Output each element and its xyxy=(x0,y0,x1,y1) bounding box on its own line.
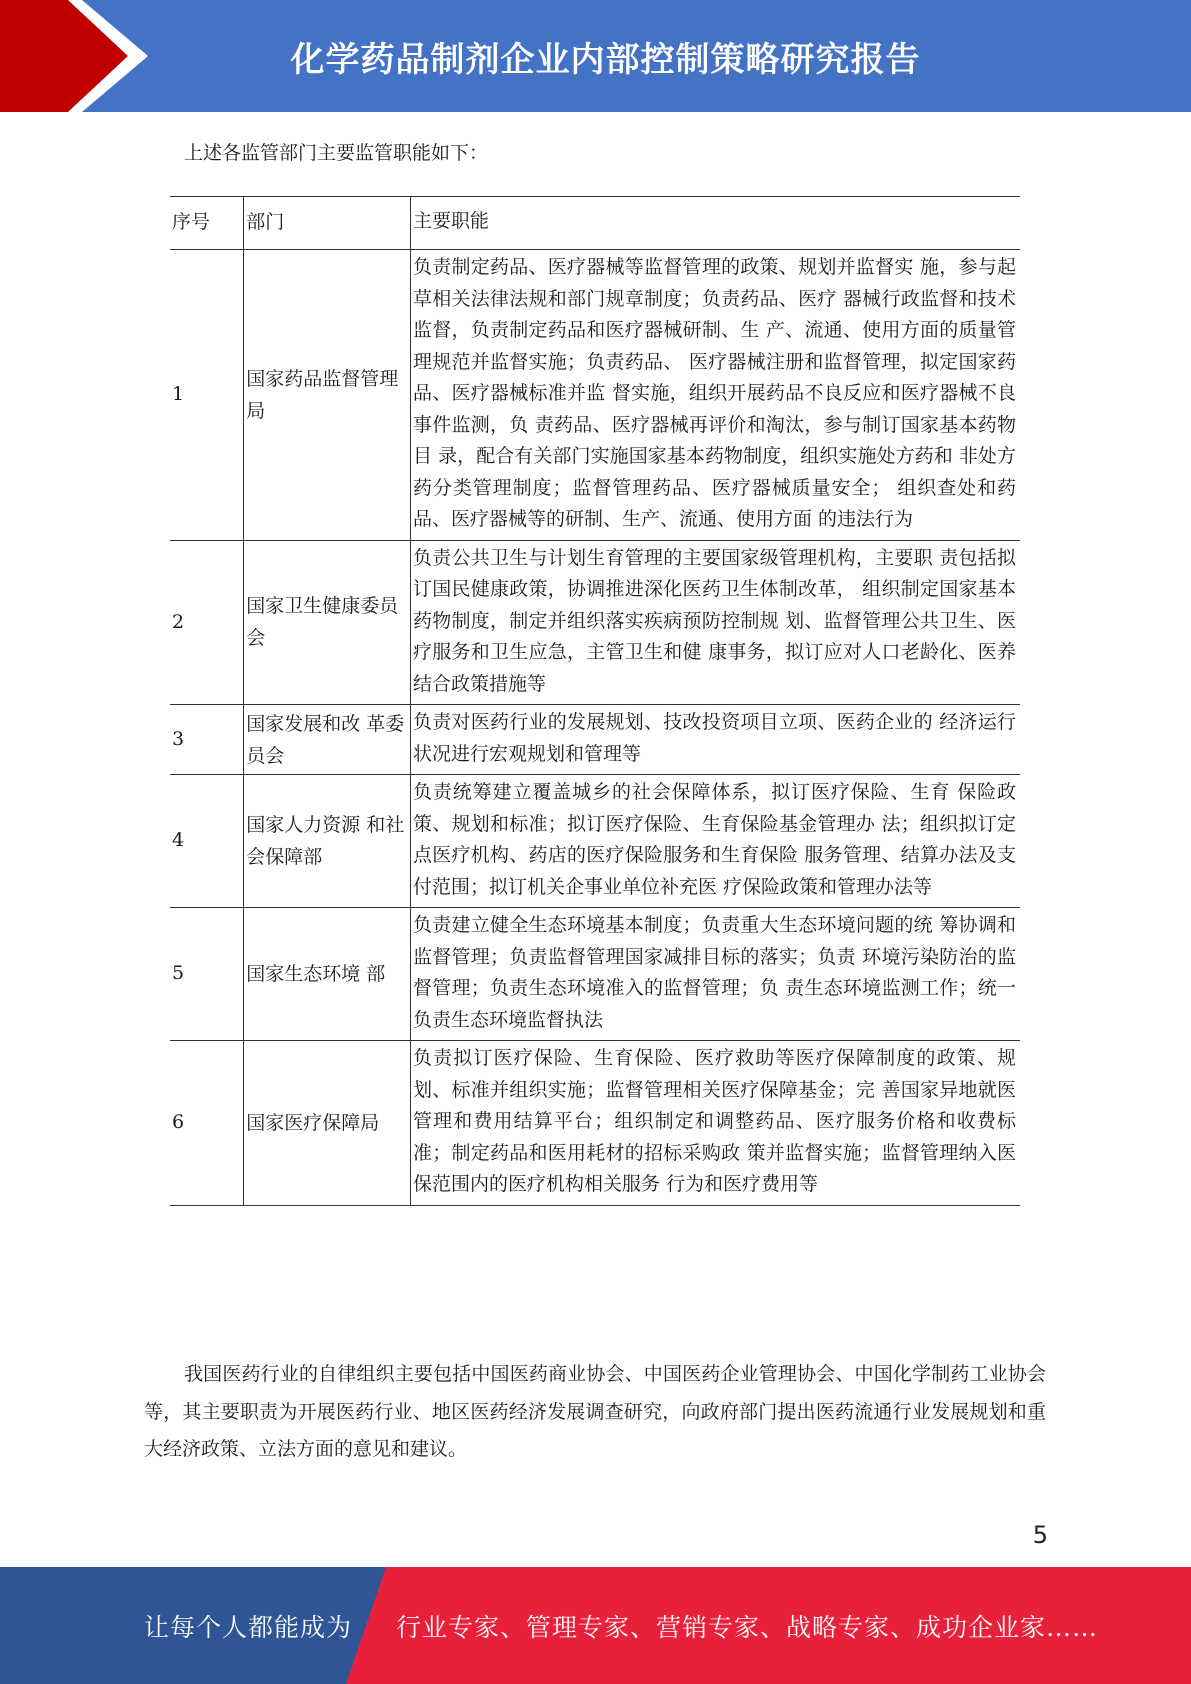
row-duty: 负责统筹建立覆盖城乡的社会保障体系，拟订医疗保险、生育 保险政策、规划和标准；拟订医疗保险、生育保险基金管理办 法；组织拟订定点医疗机构、药店的医疗保险服务和生育保险 服务管理、结算办法及支付范围；拟订机关企事业单位补充医 疗保险政策和管理办法等 xyxy=(410,775,1020,908)
header-banner xyxy=(0,0,1191,112)
table-row xyxy=(170,1041,1020,1206)
footer-banner xyxy=(0,1567,1191,1684)
table-header-row xyxy=(170,197,1020,250)
table-row xyxy=(170,775,1020,908)
row-duty: 负责拟订医疗保险、生育保险、医疗救助等医疗保障制度的政策、规划、标准并组织实施；监督管理相关医疗保障基金；完 善国家异地就医管理和费用结算平台；组织制定和调整药品、医疗服务价格和收费标准；制定药品和医用耗材的招标采购政 策并监督实施；监督管理纳入医保范围内的医疗机构相关服务 行为和医疗费用等 xyxy=(410,1041,1020,1206)
table-row xyxy=(170,540,1020,705)
row-dept: 国家药品监督管理局 xyxy=(244,250,411,541)
row-no: 1 xyxy=(170,250,244,541)
arrow-chevron-icon xyxy=(0,0,160,112)
table-row xyxy=(170,705,1020,775)
row-no: 4 xyxy=(170,775,244,908)
row-dept: 国家医疗保障局 xyxy=(244,1041,411,1206)
footer-slogan-right: 行业专家、管理专家、营销专家、战略专家、成功企业家…… xyxy=(396,1612,1099,1642)
header-dept: 部门 xyxy=(244,197,411,250)
row-dept: 国家人力资源 和社会保障部 xyxy=(244,775,411,908)
report-title: 化学药品制剂企业内部控制策略研究报告 xyxy=(290,39,921,80)
regulator-duty-table xyxy=(170,196,1020,1206)
row-dept: 国家生态环境 部 xyxy=(244,908,411,1041)
page-number: 5 xyxy=(1032,1521,1048,1549)
row-no: 6 xyxy=(170,1041,244,1206)
table-row xyxy=(170,250,1020,541)
header-no: 序号 xyxy=(170,197,244,250)
row-duty: 负责制定药品、医疗器械等监督管理的政策、规划并监督实 施，参与起草相关法律法规和部门规章制度；负责药品、医疗 器械行政监督和技术监督，负责制定药品和医疗器械研制、生 产、流通、使用方面的质量管理规范并监督实施；负责药品、 医疗器械注册和监督管理，拟定国家药品、医疗器械标准并监 督实施，组织开展药品不良反应和医疗器械不良事件监测，负 责药品、医疗器械再评价和淘汰，参与制订国家基本药物目 录，配合有关部门实施国家基本药物制度，组织实施处方药和 非处方药分类管理制度；监督管理药品、医疗器械质量安全； 组织查处和药品、医疗器械等的研制、生产、流通、使用方面 的违法行为 xyxy=(410,250,1020,541)
row-duty: 负责对医药行业的发展规划、技改投资项目立项、医药企业的 经济运行状况进行宏观规划和管理等 xyxy=(410,705,1020,775)
closing-paragraph: 我国医药行业的自律组织主要包括中国医药商业协会、中国医药企业管理协会、中国化学制药工业协会等，其主要职责为开展医药行业、地区医药经济发展调查研究，向政府部门提出医药流通行业发展规划和重大经济政策、立法方面的意见和建议。 xyxy=(144,1363,1046,1460)
header-duty: 主要职能 xyxy=(410,197,1020,250)
table-row xyxy=(170,908,1020,1041)
row-dept: 国家卫生健康委员会 xyxy=(244,540,411,705)
row-duty: 负责建立健全生态环境基本制度；负责重大生态环境问题的统 筹协调和监督管理；负责监督管理国家减排目标的落实；负责 环境污染防治的监督管理；负责生态环境准入的监督管理；负 责生态环境监测工作；统一负责生态环境监督执法 xyxy=(410,908,1020,1041)
footer-slogan-left: 让每个人都能成为 xyxy=(144,1612,353,1642)
row-no: 2 xyxy=(170,540,244,705)
intro-text: 上述各监管部门主要监管职能如下： xyxy=(184,142,489,164)
row-duty: 负责公共卫生与计划生育管理的主要国家级管理机构，主要职 责包括拟订国民健康政策，协调推进深化医药卫生体制改革， 组织制定国家基本药物制度，制定并组织落实疾病预防控制规 划、监督管理公共卫生、医疗服务和卫生应急，主管卫生和健 康事务，拟订应对人口老龄化、医养结合政策措施等 xyxy=(410,540,1020,705)
row-no: 3 xyxy=(170,705,244,775)
row-no: 5 xyxy=(170,908,244,1041)
row-dept: 国家发展和改 革委员会 xyxy=(244,705,411,775)
